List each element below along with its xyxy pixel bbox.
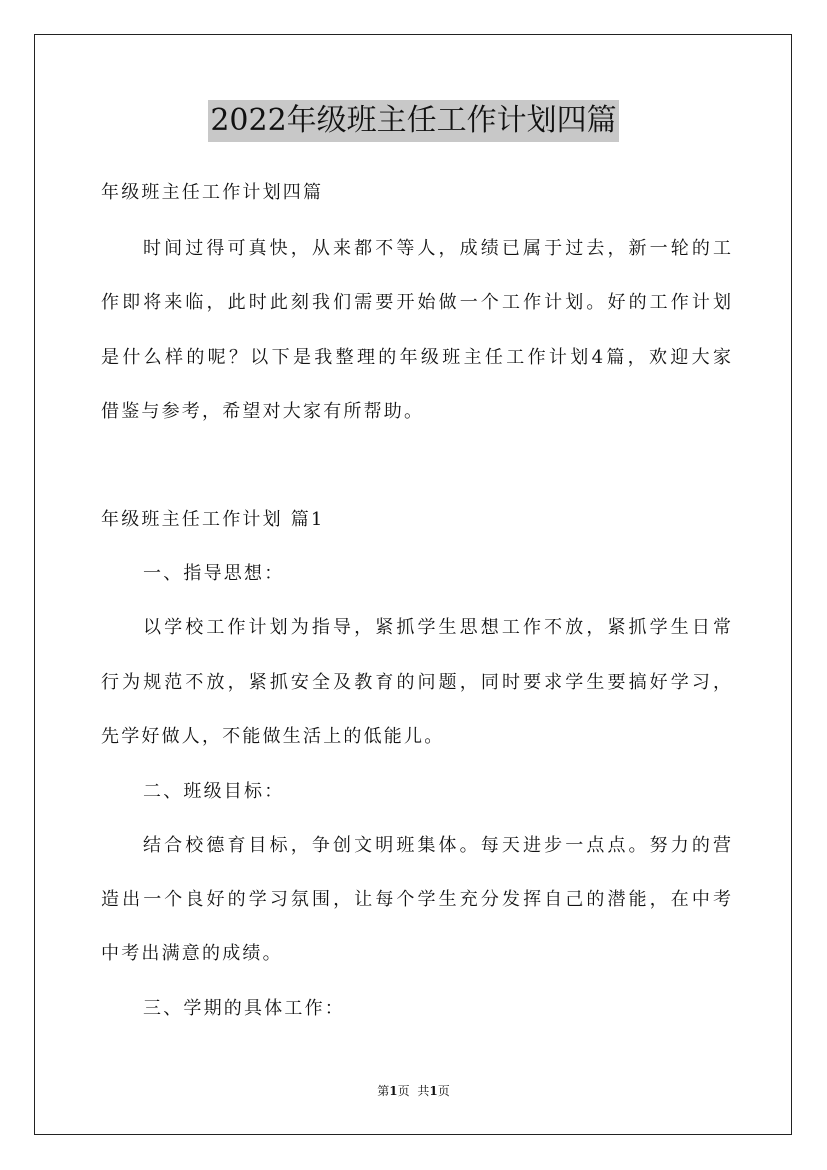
paragraph-line: 行为规范不放，紧抓安全及教育的问题，同时要求学生要搞好学习， xyxy=(101,672,731,693)
subheading: 三、学期的具体工作： xyxy=(143,998,345,1019)
title-area xyxy=(0,100,827,142)
subheading: 二、班级目标： xyxy=(143,781,285,802)
page-current: 1 xyxy=(389,1084,398,1098)
subheading: 一、指导思想： xyxy=(143,563,285,584)
section-heading: 年级班主任工作计划 篇1 xyxy=(101,509,325,530)
paragraph-line: 造出一个良好的学习氛围，让每个学生充分发挥自己的潜能，在中考 xyxy=(101,889,731,910)
page-prefix: 第 xyxy=(377,1084,390,1098)
paragraph-line: 是什么样的呢？以下是我整理的年级班主任工作计划4篇，欢迎大家 xyxy=(101,347,731,368)
paragraph-line: 结合校德育目标，争创文明班集体。每天进步一点点。努力的营 xyxy=(143,835,731,856)
paragraph-line: 时间过得可真快，从来都不等人，成绩已属于过去，新一轮的工 xyxy=(143,238,731,259)
total-prefix: 共 xyxy=(417,1084,430,1098)
paragraph-line: 以学校工作计划为指导，紧抓学生思想工作不放，紧抓学生日常 xyxy=(143,617,731,638)
paragraph-line: 先学好做人，不能做生活上的低能儿。 xyxy=(101,726,445,747)
total-suffix: 页 xyxy=(437,1084,450,1098)
paragraph-line: 作即将来临，此时此刻我们需要开始做一个工作计划。好的工作计划 xyxy=(101,292,731,313)
paragraph-line: 借鉴与参考，希望对大家有所帮助。 xyxy=(101,401,425,422)
page-footer xyxy=(0,1083,827,1099)
subtitle-line: 年级班主任工作计划四篇 xyxy=(101,182,324,203)
paragraph-line: 中考出满意的成绩。 xyxy=(101,943,283,964)
page-suffix: 页 xyxy=(397,1084,410,1098)
total-pages: 1 xyxy=(429,1084,438,1098)
document-title: 2022年级班主任工作计划四篇 xyxy=(208,100,618,142)
